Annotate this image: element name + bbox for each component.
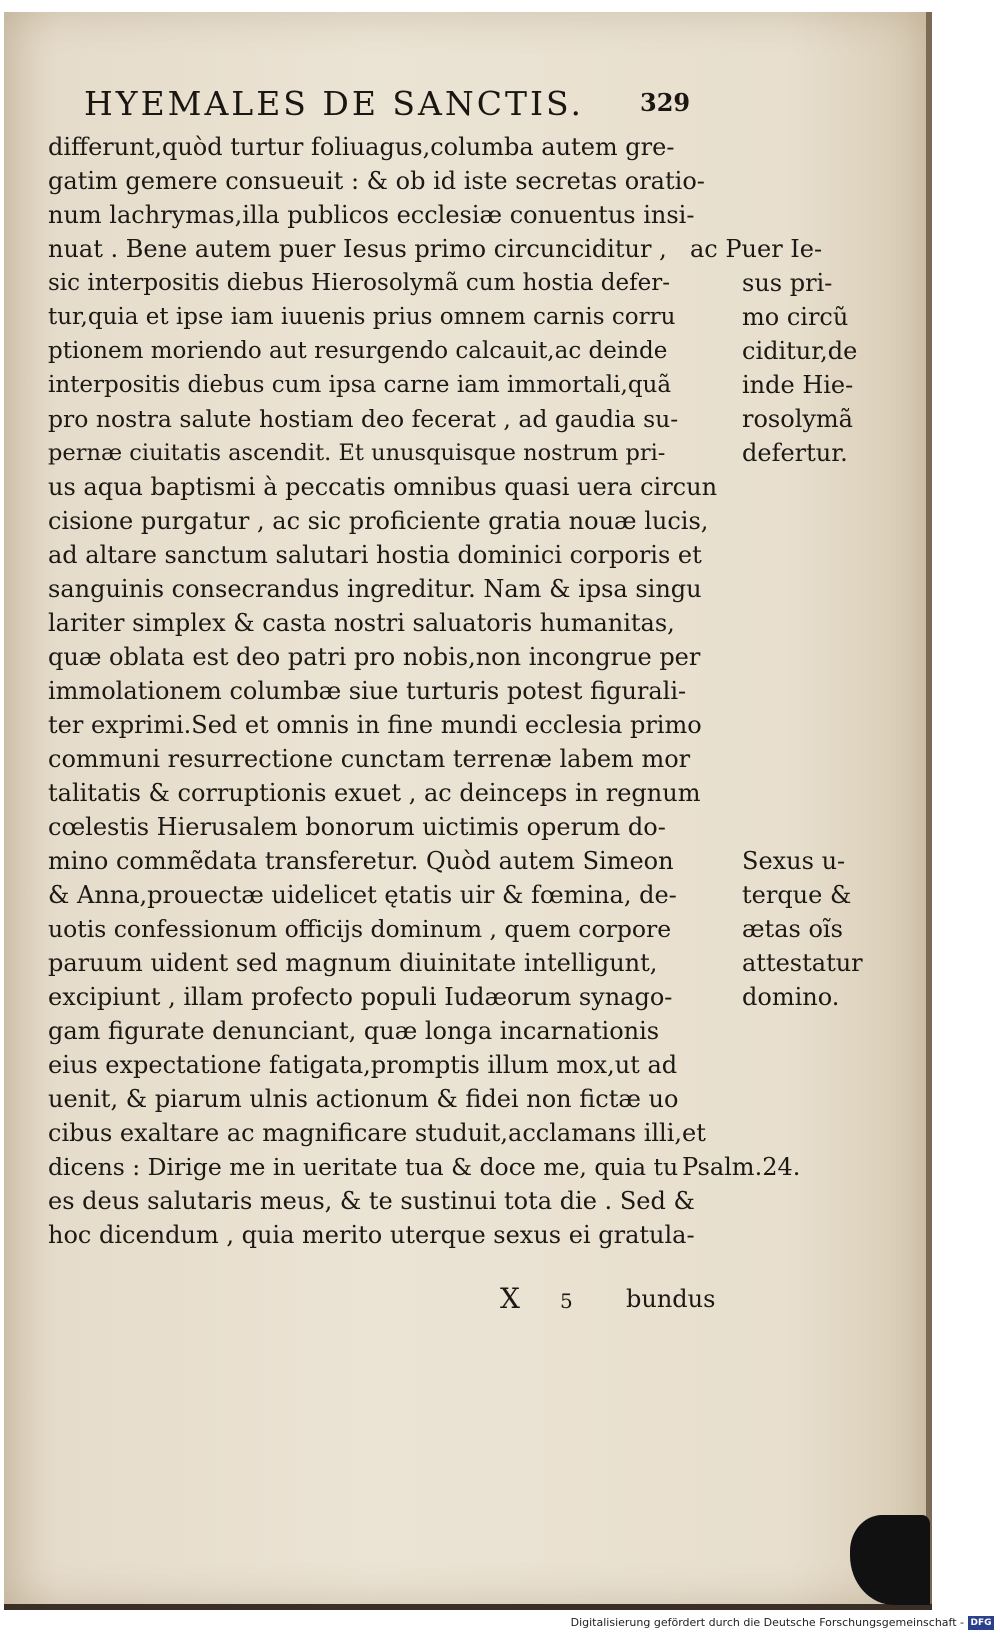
text-line [30, 980, 910, 1014]
text-line [30, 708, 910, 742]
marginal-note: defertur. [742, 439, 848, 467]
text-line [30, 912, 910, 946]
marginal-note: Sexus u- [742, 847, 846, 875]
running-title: HYEMALES DE SANCTIS. [84, 84, 584, 123]
text-line [30, 470, 910, 504]
text-line [30, 572, 910, 606]
text-line-main: communi resurrectione cunctam terrenæ labem mor [48, 745, 691, 773]
text-line [30, 878, 910, 912]
text-line-main: paruum uident sed magnum diuinitate intelligunt, [48, 949, 658, 977]
text-line-main: differunt,quòd turtur foliuagus,columba autem gre- [48, 133, 675, 161]
text-line-main: es deus salutaris meus, & te sustinui tota die . Sed & [48, 1187, 695, 1215]
text-line-main: hoc dicendum , quia merito uterque sexus ei gratula- [48, 1221, 695, 1249]
text-line-main: tur,quia et ipse iam iuuenis prius omnem carnis corru [48, 304, 676, 330]
text-line-main: ptionem moriendo aut resurgendo calcauit,ac deinde [48, 338, 668, 364]
text-line [30, 674, 910, 708]
text-line [30, 300, 910, 334]
body-text [30, 130, 910, 1252]
signature-mark: X [500, 1282, 520, 1315]
text-line [30, 1082, 910, 1116]
text-line-main: num lachrymas,illa publicos ecclesiæ conuentus insi- [48, 201, 695, 229]
text-line [30, 1014, 910, 1048]
marginal-note: attestatur [742, 949, 863, 977]
text-line [30, 606, 910, 640]
text-line [30, 334, 910, 368]
marginal-note: ciditur,de [742, 337, 858, 365]
text-line [30, 232, 910, 266]
text-line [30, 266, 910, 300]
page-header [84, 84, 691, 128]
text-line-main: cisione purgatur , ac sic proficiente gratia nouæ lucis, [48, 507, 709, 535]
text-line-main: uenit, & piarum ulnis actionum & fidei non fictæ uo [48, 1085, 679, 1113]
text-line [30, 130, 910, 164]
text-line [30, 1150, 910, 1184]
text-line-main: pro nostra salute hostiam deo fecerat , ad gaudia su- [48, 405, 679, 433]
text-line-main: uotis confessionum officijs dominum , quem corpore [48, 915, 672, 943]
marginal-note: domino. [742, 983, 840, 1011]
catchword-line [500, 1282, 740, 1316]
text-line [30, 742, 910, 776]
text-line-main: ad altare sanctum salutari hostia dominici corporis et [48, 541, 702, 569]
marginal-note: inde Hie- [742, 371, 854, 399]
signature-number: 5 [560, 1289, 573, 1313]
catchword: bundus [626, 1285, 716, 1313]
text-line-main: ter exprimi.Sed et omnis in fine mundi ecclesia primo [48, 711, 702, 739]
page-number: 329 [640, 88, 691, 117]
text-line-main: interpositis diebus cum ipsa carne iam immortali,quã [48, 372, 672, 398]
text-line [30, 1116, 910, 1150]
marginal-note: terque & [742, 881, 852, 909]
text-line [30, 164, 910, 198]
text-line-main: & Anna,prouectæ uidelicet ętatis uir & fœmina, de- [48, 881, 677, 909]
text-line-main: us aqua baptismi à peccatis omnibus quasi uera circun [48, 473, 718, 501]
text-line [30, 1184, 910, 1218]
text-line-main: talitatis & corruptionis exuet , ac deinceps in regnum [48, 779, 701, 807]
text-line-main: nuat . Bene autem puer Iesus primo circunciditur , [48, 235, 667, 263]
text-line-main: sic interpositis diebus Hierosolymã cum hostia defer- [48, 270, 670, 296]
text-line [30, 402, 910, 436]
text-line [30, 946, 910, 980]
text-line [30, 1048, 910, 1082]
text-line-main: cibus exaltare ac magnificare studuit,acclamans illi,et [48, 1119, 706, 1147]
text-line-main: sanguinis consecrandus ingreditur. Nam & ipsa singu [48, 575, 702, 603]
text-line [30, 810, 910, 844]
text-line-main: eius expectatione fatigata,promptis illum mox,ut ad [48, 1051, 678, 1079]
text-line [30, 504, 910, 538]
text-line-main: pernæ ciuitatis ascendit. Et unusquisque nostrum pri- [48, 440, 666, 466]
text-line-main: cœlestis Hierusalem bonorum uictimis operum do- [48, 813, 666, 841]
text-line [30, 368, 910, 402]
text-line [30, 1218, 910, 1252]
text-line-main: quæ oblata est deo patri pro nobis,non incongrue per [48, 643, 701, 671]
marginal-note: rosolymã [742, 405, 853, 433]
dfg-logo: DFG [968, 1616, 994, 1630]
marginal-note: ac Puer Ie- [690, 235, 823, 263]
text-line-main: lariter simplex & casta nostri saluatoris humanitas, [48, 609, 675, 637]
text-line-main: gam figurate denunciant, quæ longa incarnationis [48, 1017, 660, 1045]
text-line [30, 436, 910, 470]
text-line [30, 538, 910, 572]
text-line [30, 844, 910, 878]
text-line-main: gatim gemere consueuit : & ob id iste secretas oratio- [48, 167, 705, 195]
footer-credit: Digitalisierung gefördert durch die Deutsche Forschungsgemeinschaft - [570, 1616, 964, 1629]
marginal-note: Psalm.24. [682, 1153, 801, 1181]
text-line-main: immolationem columbæ siue turturis potest figurali- [48, 677, 687, 705]
marginal-note: mo circũ [742, 303, 849, 331]
text-line [30, 640, 910, 674]
text-line-main: excipiunt , illam profecto populi Iudæorum synago- [48, 983, 673, 1011]
text-line [30, 198, 910, 232]
text-line-main: dicens : Dirige me in ueritate tua & doce me, quia tu [48, 1153, 679, 1181]
text-line-main: mino commẽdata transferetur. Quòd autem Simeon [48, 847, 674, 875]
marginal-note: sus pri- [742, 269, 833, 297]
marginal-note: ætas oĩs [742, 915, 843, 943]
text-line [30, 776, 910, 810]
